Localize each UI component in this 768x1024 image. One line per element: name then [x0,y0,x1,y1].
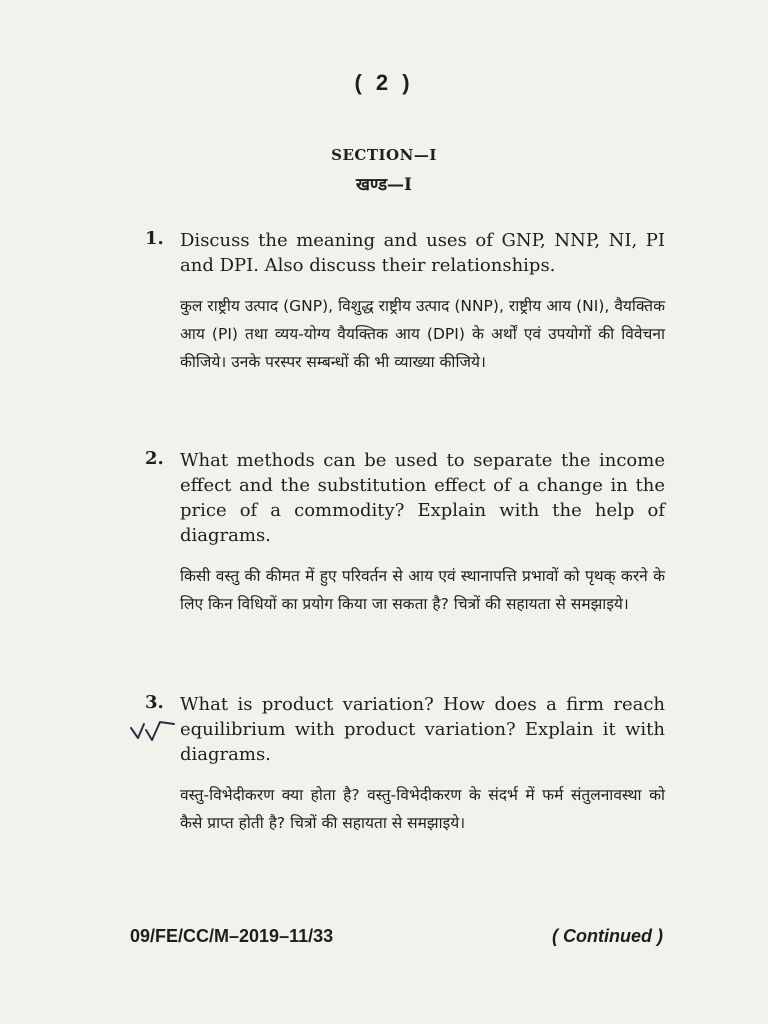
question-text-hindi: वस्तु-विभेदीकरण क्या होता है? वस्तु-विभेदीकरण के संदर्भ में फर्म संतुलनावस्था को कैसे प्राप्त होती है? चित्रों की सहायता से समझाइये। [180,786,665,832]
question-number: 2. [145,448,164,469]
question-item [145,228,665,376]
section-title-hindi: खण्ड—I [355,175,413,195]
question-item [145,692,665,837]
page-number: ( 2 ) [354,70,414,95]
question-number: 3. [145,692,164,713]
question-number: 1. [145,228,164,249]
question-text-hindi: कुल राष्ट्रीय उत्पाद (GNP), विशुद्ध राष्ट्रीय उत्पाद (NNP), राष्ट्रीय आय (NI), वैयक्तिक आय (PI) तथा व्यय-योग्य वैयक्तिक आय (DPI) के अर्थों एवं उपयोगों की विवेचना कीजिये। उनके परस्पर सम्बन्धों की भी व्याख्या कीजिये। [180,297,665,371]
handwritten-tick-icon [128,718,178,744]
paper-code: 09/FE/CC/M–2019–11/33 [130,926,334,946]
continued-label: ( Continued ) [552,926,663,946]
question-text-english: What methods can be used to separate the income effect and the substitution effect of a change in the price of a commodity? Explain with the help of diagrams. [180,450,665,546]
question-text-english: What is product variation? How does a firm reach equilibrium with product variation? Explain it with diagrams. [180,694,665,765]
question-text-hindi: किसी वस्तु की कीमत में हुए परिवर्तन से आय एवं स्थानापत्ति प्रभावों को पृथक् करने के लिए किन विधियों का प्रयोग किया जा सकता है? चित्रों की सहायता से समझाइये। [180,567,665,613]
section-title-english: SECTION—I [331,146,437,164]
question-item [145,448,665,618]
question-text-english: Discuss the meaning and uses of GNP, NNP, NI, PI and DPI. Also discuss their relationships. [180,230,665,276]
